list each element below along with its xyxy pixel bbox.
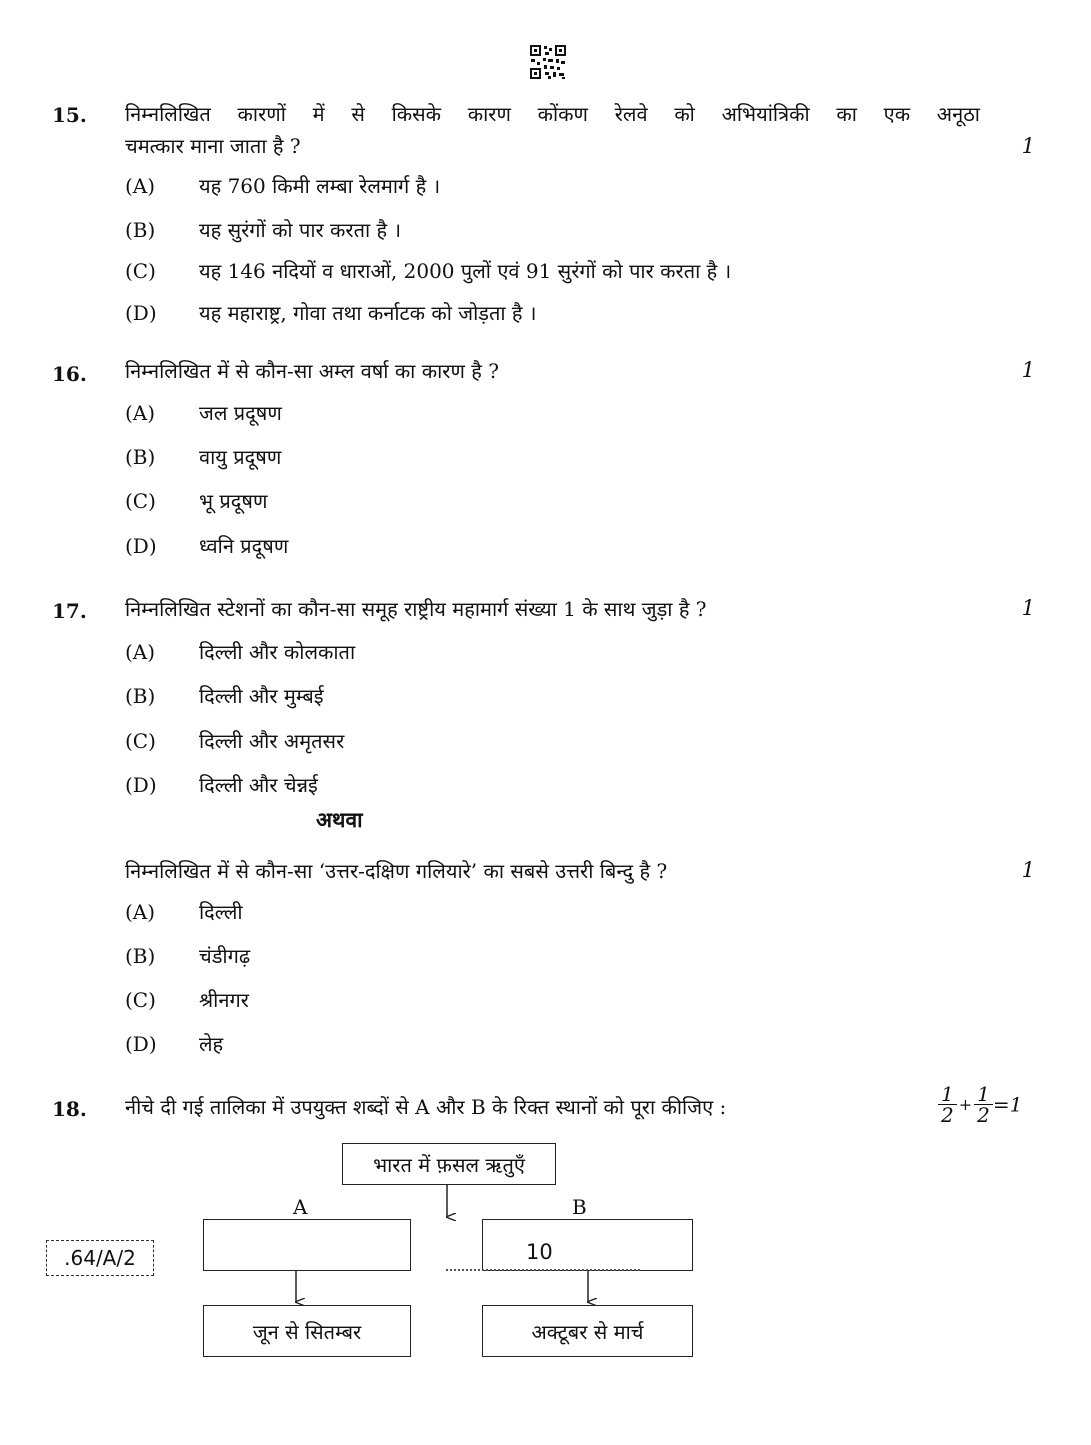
diagram-blank-box-b xyxy=(482,1219,693,1271)
option-a: (A) यह 760 किमी लम्बा रेलमार्ग है । xyxy=(125,174,441,198)
marks: $\frac{1}{2}$ + $\frac{1}{2}$ =1 xyxy=(938,1084,1022,1125)
diagram-label-b: B xyxy=(572,1195,587,1219)
question-text: नीचे दी गई तालिका में उपयुक्त शब्दों से A और B के रिक्त स्थानों को पूरा कीजिए : xyxy=(125,1095,727,1119)
alternate-question-text: निम्नलिखित में से कौन-सा ‘उत्तर-दक्षिण गलियारे’ का सबसे उत्तरी बिन्दु है ? xyxy=(125,859,668,883)
page-number: 10 xyxy=(526,1240,553,1264)
option-c: (C) दिल्ली और अमृतसर xyxy=(125,729,345,753)
question-text: निम्नलिखित स्टेशनों का कौन-सा समूह राष्ट्रीय महामार्ग संख्या 1 के साथ जुड़ा है ? xyxy=(125,597,707,621)
diagram-label-a: A xyxy=(293,1195,308,1219)
diagram-bottom-box-a: जून से सितम्बर xyxy=(203,1305,411,1357)
paper-code: .64/A/2 xyxy=(46,1240,154,1276)
option-a: (A) दिल्ली xyxy=(125,900,243,924)
question-text: निम्नलिखित में से कौन-सा अम्ल वर्षा का कारण है ? xyxy=(125,359,499,383)
marks: 1 xyxy=(1021,358,1035,382)
option-b: (B) वायु प्रदूषण xyxy=(125,445,282,469)
question-number: 17. xyxy=(52,599,87,623)
question-text-line1: निम्नलिखित कारणों में से किसके कारण कोंकण रेलवे को अभियांत्रिकी का एक अनूठा xyxy=(125,102,980,126)
option-d: (D) दिल्ली और चेन्नई xyxy=(125,773,318,797)
diagram-bottom-box-b: अक्टूबर से मार्च xyxy=(482,1305,693,1357)
marks: 1 xyxy=(1021,134,1035,158)
diagram-top-box: भारत में फ़सल ऋतुएँ xyxy=(342,1143,556,1185)
option-d: (D) यह महाराष्ट्र, गोवा तथा कर्नाटक को जोड़ता है । xyxy=(125,301,537,325)
option-b: (B) यह सुरंगों को पार करता है । xyxy=(125,218,402,242)
option-c: (C) भू प्रदूषण xyxy=(125,489,268,513)
option-a: (A) जल प्रदूषण xyxy=(125,401,282,425)
question-number: 15. xyxy=(52,103,87,127)
option-c: (C) यह 146 नदियों व धाराओं, 2000 पुलों एवं 91 सुरंगों को पार करता है । xyxy=(125,259,732,283)
option-b: (B) चंडीगढ़ xyxy=(125,944,251,968)
marks: 1 xyxy=(1021,596,1035,620)
marks: 1 xyxy=(1021,858,1035,882)
footer-dotted-line xyxy=(446,1269,642,1271)
option-a: (A) दिल्ली और कोलकाता xyxy=(125,640,356,664)
option-d: (D) लेह xyxy=(125,1032,224,1056)
or-label: अथवा xyxy=(316,807,363,832)
option-c: (C) श्रीनगर xyxy=(125,988,249,1012)
option-d: (D) ध्वनि प्रदूषण xyxy=(125,534,289,558)
option-b: (B) दिल्ली और मुम्बई xyxy=(125,684,324,708)
question-text-line2: चमत्कार माना जाता है ? xyxy=(125,134,301,158)
diagram-blank-box-a xyxy=(203,1219,411,1271)
question-number: 16. xyxy=(52,362,87,386)
question-number: 18. xyxy=(52,1097,87,1121)
